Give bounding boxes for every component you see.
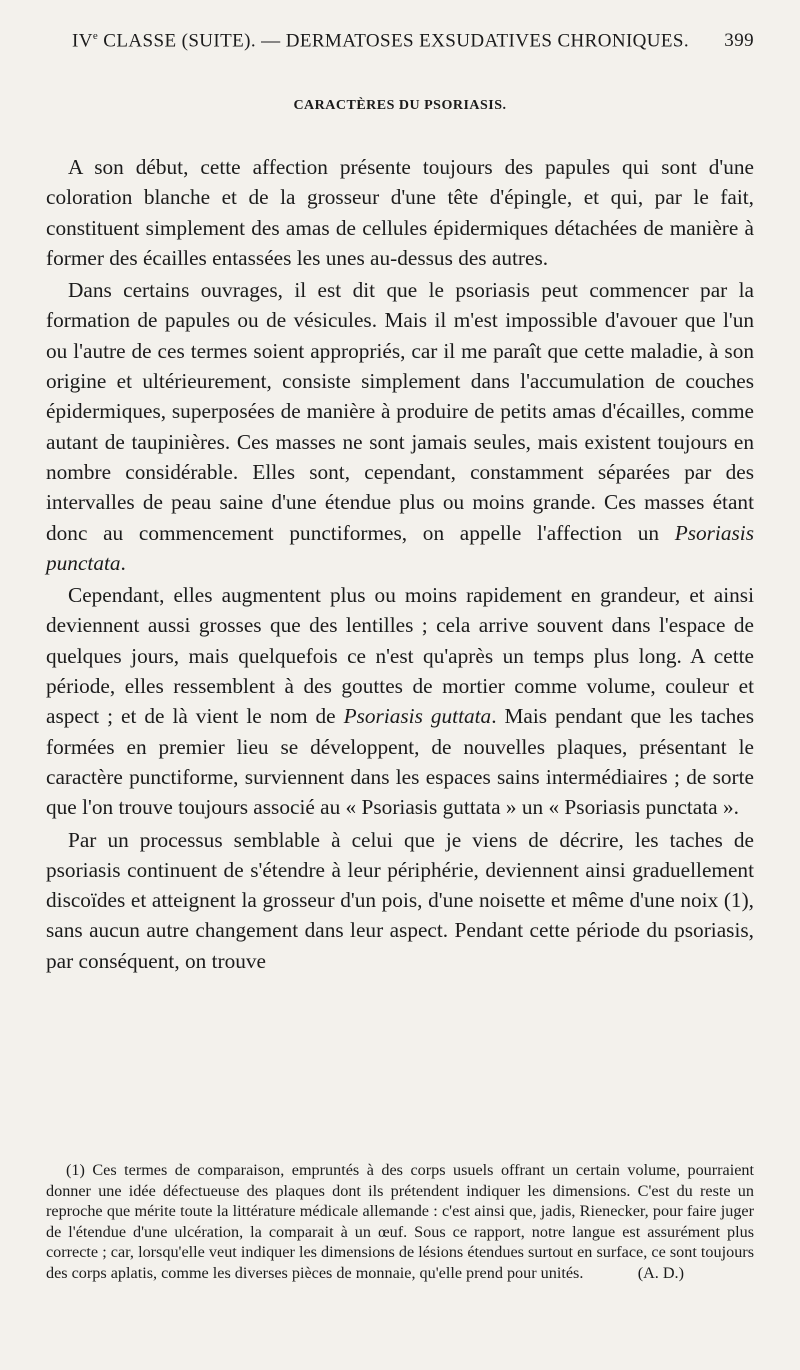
paragraph: [46, 152, 754, 273]
footnote: [46, 1160, 754, 1284]
paragraph-italic: Psoriasis punctata: [46, 520, 754, 575]
page-number: 399: [724, 30, 754, 52]
section-title: CARACTÈRES DU PSORIASIS.: [293, 98, 507, 113]
paragraph: [46, 580, 754, 822]
paragraph-text: Cependant, elles augmentent plus ou moins rapidement en grandeur, et ainsi deviennent aussi grosses que des lentilles ; cela arrive souvent dans l'espace de quelques jours, mais quelquefois ce n'est qu'après un temps plus long. A cette période, elles ressemblent à des gouttes de mortier comme volume, couleur et aspect ; et de là vient le nom de: [46, 583, 754, 729]
body-text: [46, 152, 754, 978]
paragraph: [46, 275, 754, 578]
paragraph-text: A son début, cette affection présente toujours des papules qui sont d'une coloration blanche et de la grosseur d'une tête d'épingle, et qui, par le fait, constituent simplement des amas de cellules épidermiques détachées de manière à former des écailles entassées les unes au-dessus des autres.: [46, 155, 754, 270]
paragraph-text-after: .: [120, 550, 126, 575]
paragraph-text-after: . Mais pendant que les taches formées en premier lieu se développent, de nouvelles plaques, présentant le caractère punctiforme, surviennent dans les espaces sains intermédiaires ; de sorte que l'on trouve toujours associé au « Psoriasis guttata » un « Psoriasis punctata ».: [46, 704, 754, 820]
paragraph-italic: Psoriasis guttata: [343, 704, 492, 729]
class-numeral: IV: [72, 30, 93, 52]
running-title: [72, 30, 689, 52]
paragraph: [46, 825, 754, 976]
class-superscript: e: [92, 30, 99, 42]
running-header: [72, 30, 754, 52]
running-title-text: CLASSE (SUITE). — DERMATOSES EXSUDATIVES CHRONIQUES.: [98, 30, 690, 52]
footnote-text: (1) Ces termes de comparaison, empruntés à des corps usuels offrant un certain volume, pourraient donner une idée défectueuse des plaques dont ils prétendent indiquer les dimensions. C'est du reste un reproche que mérite toute la littérature médicale allemande : c'est ainsi que, jadis, Rienecker, pour faire juger de l'étendue d'une ulcération, la comparait à un œuf. Sous ce rapport, notre langue est assurément plus correcte ; car, lorsqu'elle veut indiquer les dimensions de lésions étendues surtout en surface, ce sont toujours des corps aplatis, comme les diverses pièces de monnaie, qu'elle prend pour unités.: [46, 1161, 754, 1282]
footnote-signature: (A. D.): [637, 1264, 684, 1282]
paragraph-text: Par un processus semblable à celui que je viens de décrire, les taches de psoriasis continuent de s'étendre à leur périphérie, deviennent ainsi graduellement discoïdes et atteignent la grosseur d'un pois, d'une noisette et même d'une noix (1), sans aucun autre changement dans leur aspect. Pendant cette période du psoriasis, par conséquent, on trouve: [46, 827, 754, 973]
paragraph-text: Dans certains ouvrages, il est dit que le psoriasis peut commencer par la formation de papules ou de vésicules. Mais il m'est impossible d'avouer que l'un ou l'autre de ces termes soient appropriés, car il me paraît que cette maladie, à son origine et ultérieurement, consiste simplement dans l'accumulation de couches épidermiques, superposées de manière à produire de petits amas d'écailles, comme autant de taupinières. Ces masses ne sont jamais seules, mais existent toujours en nombre considérable. Elles sont, cependant, constamment séparées par des intervalles de peau saine d'une étendue plus ou moins grande. Ces masses étant donc au commencement punctiformes, on appelle l'affection un: [46, 278, 754, 545]
